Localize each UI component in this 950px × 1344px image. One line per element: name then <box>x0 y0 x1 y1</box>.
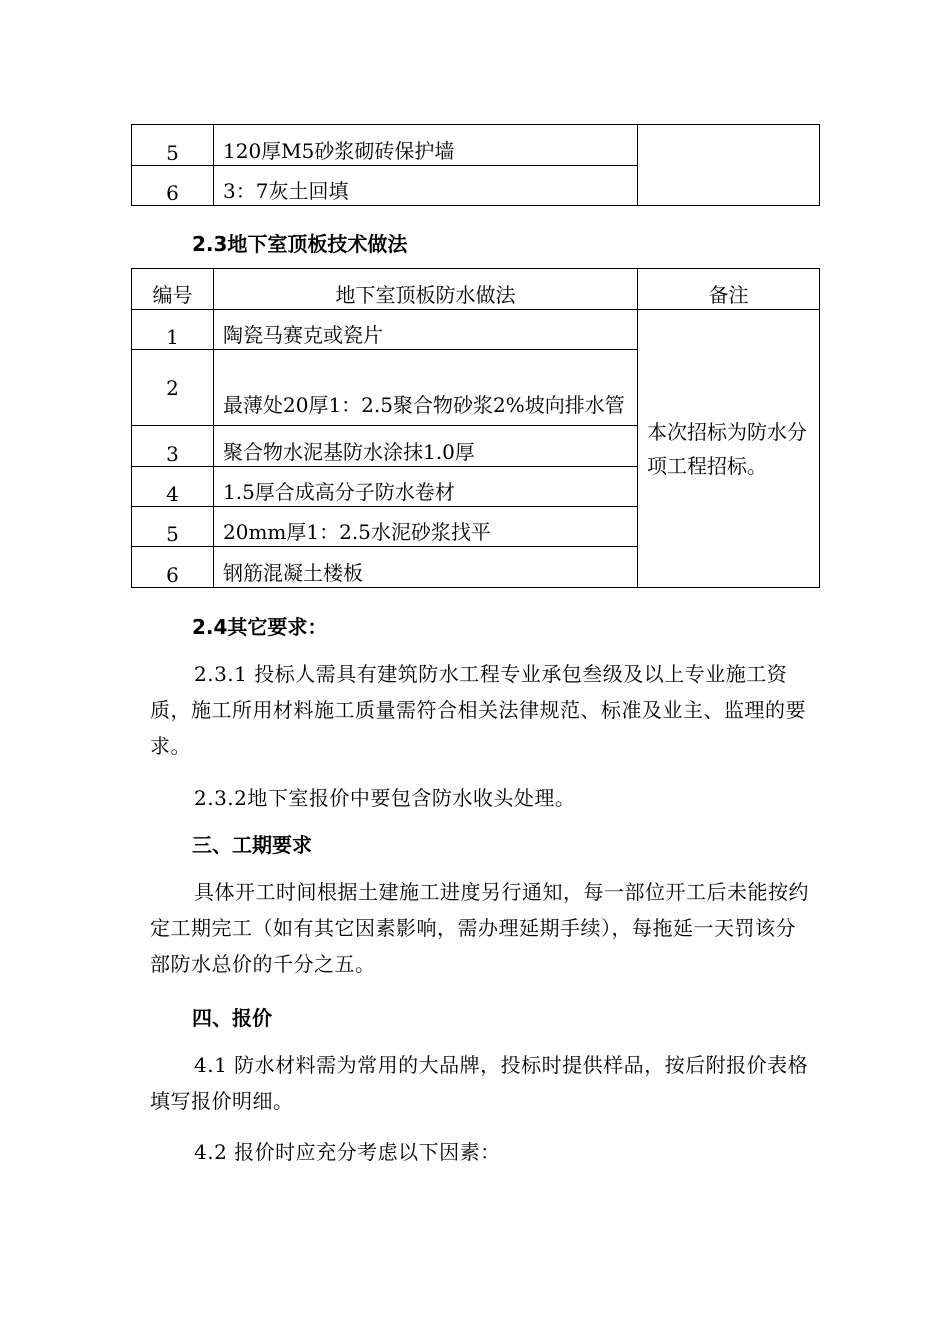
section-heading-3: 三、工期要求 <box>192 833 312 857</box>
section-heading-2-3: 2.3地下室顶板技术做法 <box>192 232 408 256</box>
header-number: 编号 <box>132 269 214 310</box>
table-row <box>132 310 820 350</box>
row-text: 陶瓷马赛克或瓷片 <box>214 310 638 350</box>
table-row <box>132 125 820 166</box>
row-text: 1.5厚合成高分子防水卷材 <box>214 467 638 507</box>
row-number: 5 <box>132 125 214 166</box>
note-cell <box>638 125 820 206</box>
paragraph-2-3-2: 2.3.2地下室报价中要包含防水收头处理。 <box>194 786 576 810</box>
roof-waterproof-table <box>131 268 820 588</box>
row-text: 聚合物水泥基防水涂抹1.0厚 <box>214 426 638 467</box>
table-continued <box>131 124 820 206</box>
header-note: 备注 <box>638 269 820 310</box>
row-text: 钢筋混凝土楼板 <box>214 547 638 588</box>
row-number: 5 <box>132 507 214 547</box>
row-text: 3：7灰土回填 <box>214 166 638 206</box>
section-heading-2-4: 2.4其它要求： <box>192 615 328 639</box>
row-number: 4 <box>132 467 214 507</box>
row-text: 最薄处20厚1：2.5聚合物砂浆2%坡向排水管 <box>214 350 638 426</box>
row-number: 3 <box>132 426 214 467</box>
paragraph-4-1: 4.1 防水材料需为常用的大品牌，投标时提供样品，按后附报价表格填写报价明细。 <box>150 1053 809 1113</box>
paragraph-schedule: 具体开工时间根据土建施工进度另行通知，每一部位开工后未能按约定工期完工（如有其它因素影响，需办理延期手续），每拖延一天罚该分部防水总价的千分之五。 <box>150 880 809 976</box>
section-heading-4: 四、报价 <box>192 1006 272 1030</box>
header-method: 地下室顶板防水做法 <box>214 269 638 310</box>
row-number: 6 <box>132 547 214 588</box>
row-text: 120厚M5砂浆砌砖保护墙 <box>214 125 638 166</box>
row-number: 6 <box>132 166 214 206</box>
row-text: 20mm厚1：2.5水泥砂浆找平 <box>214 507 638 547</box>
note-cell: 本次招标为防水分项工程招标。 <box>638 310 820 588</box>
paragraph-4-2: 4.2 报价时应充分考虑以下因素： <box>194 1140 501 1164</box>
table-header-row <box>132 269 820 310</box>
row-number: 2 <box>132 350 214 426</box>
paragraph-2-3-1: 2.3.1 投标人需具有建筑防水工程专业承包叁级及以上专业施工资质，施工所用材料施工质量需符合相关法律规范、标准及业主、监理的要求。 <box>150 662 806 758</box>
row-number: 1 <box>132 310 214 350</box>
